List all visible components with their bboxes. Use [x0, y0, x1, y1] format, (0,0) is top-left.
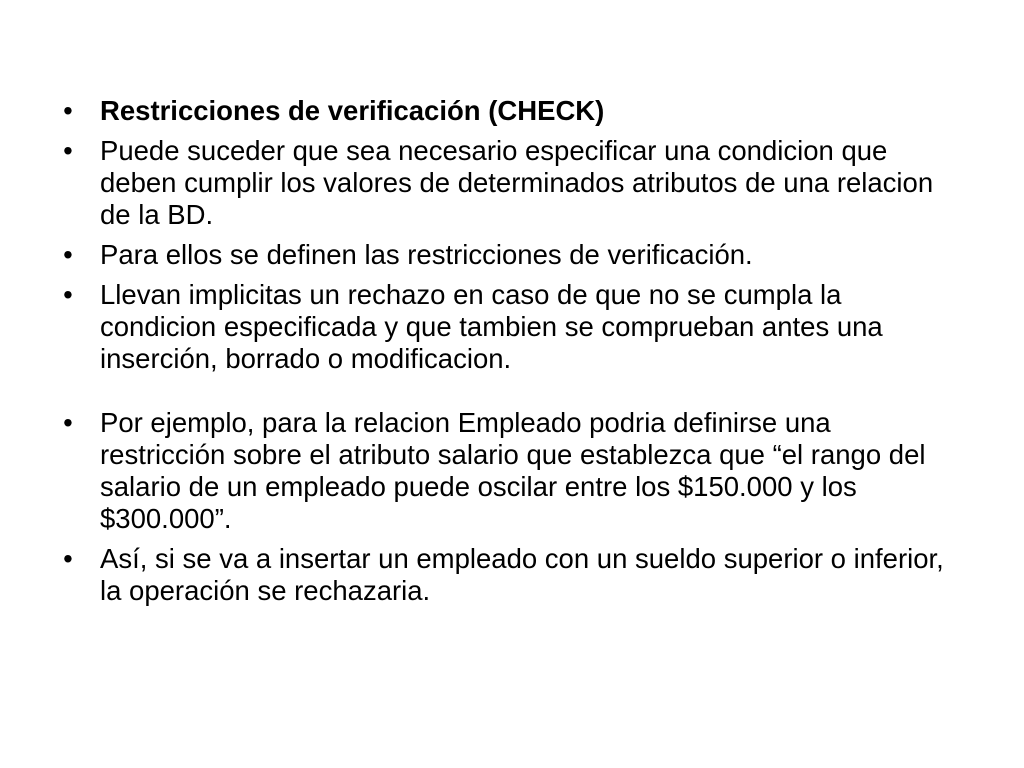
bullet-item-check-title [58, 95, 958, 127]
bullet-dot: • [63, 239, 73, 270]
bullet-text-check-title: Restricciones de verificación (CHECK) [100, 95, 605, 126]
bullet-item-example [58, 407, 958, 535]
bullet-text-example: Por ejemplo, para la relacion Empleado podria definirse una restricción sobre el atributo salario que establezca que “el rango del salario de un empleado puede oscilar entre los $150.000 y los $300.000”. [100, 407, 926, 534]
bullet-dot: • [63, 95, 73, 126]
bullet-text-definition: Para ellos se definen las restricciones de verificación. [100, 239, 753, 270]
bullet-item-consequence [58, 543, 958, 607]
bullet-dot: • [63, 407, 73, 438]
bullet-text-consequence: Así, si se va a insertar un empleado con un sueldo superior o inferior, la operación se rechazaria. [100, 543, 944, 606]
bullet-dot: • [63, 135, 73, 166]
bullet-dot: • [63, 543, 73, 574]
bullet-item-rejection [58, 279, 958, 375]
bullet-text-condition: Puede suceder que sea necesario especificar una condicion que deben cumplir los valores de determinados atributos de una relacion de la BD. [100, 135, 934, 230]
bullet-item-condition [58, 135, 958, 231]
bullet-item-definition [58, 239, 958, 271]
bullet-text-rejection: Llevan implicitas un rechazo en caso de que no se cumpla la condicion especificada y que tambien se comprueban antes una inserción, borrado o modificacion. [100, 279, 883, 374]
bullet-list [58, 95, 958, 615]
bullet-dot: • [63, 279, 73, 310]
